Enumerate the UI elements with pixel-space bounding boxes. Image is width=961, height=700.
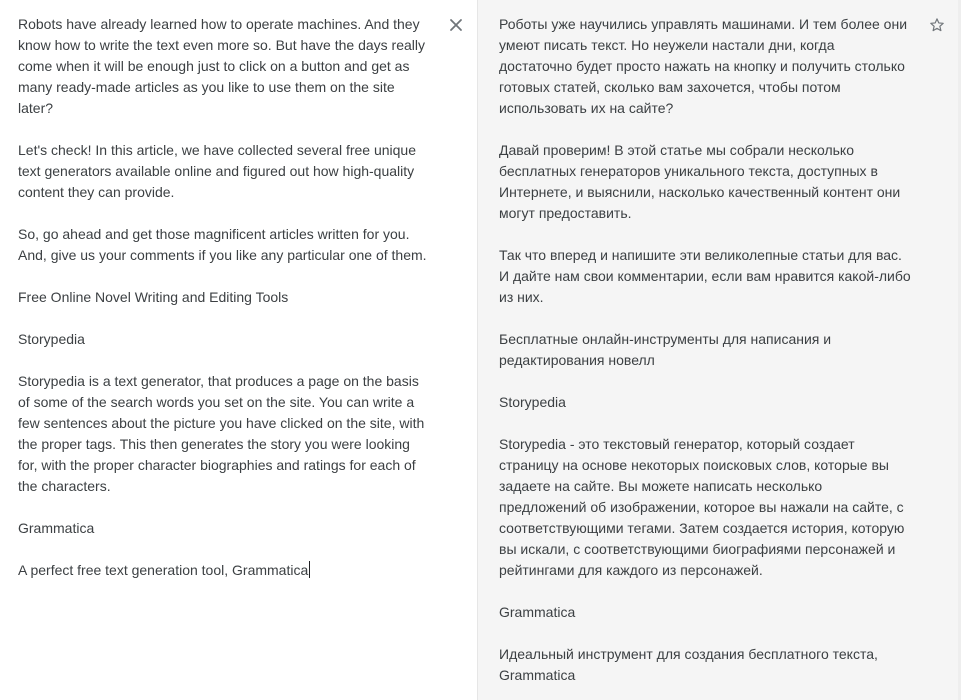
text-caret xyxy=(309,561,310,578)
source-paragraph-2: Let's check! In this article, we have collected several free unique text generators available online and figured out how high-quality content they can provide. xyxy=(18,142,416,200)
source-paragraph-7: Grammatica xyxy=(18,520,95,536)
source-paragraph-5: Storypedia xyxy=(18,331,85,347)
translation-paragraph-4: Бесплатные онлайн-инструменты для написания и редактирования новелл xyxy=(499,331,832,368)
translation-pane xyxy=(478,0,961,700)
translation-paragraph-2: Давай проверим! В этой статье мы собрали несколько бесплатных генераторов уникального текста, доступных в Интернете, и выяснили, насколько качественный контент они могут предоставить. xyxy=(499,142,901,221)
source-pane xyxy=(0,0,478,700)
source-paragraph-1: Robots have already learned how to operate machines. And they know how to write the text even more so. But have the days really come when it will be enough just to click on a button and get as many ready-made articles as you like to use them on the site later? xyxy=(18,16,425,116)
source-paragraph-6: Storypedia is a text generator, that produces a page on the basis of some of the search words you set on the site. You can write a few sentences about the picture you have clicked on the site, with the proper tags. This then generates the story you were looking for, with the proper character biographies and ratings for each of the characters. xyxy=(18,373,425,494)
translation-paragraph-3: Так что вперед и напишите эти великолепные статьи для вас. И дайте нам свои комментарии, если вам нравится какой-либо из них. xyxy=(499,247,911,305)
translation-paragraph-8: Идеальный инструмент для создания бесплатного текста, Grammatica xyxy=(499,646,878,683)
source-paragraph-3: So, go ahead and get those magnificent articles written for you. And, give us your comments if you like any particular one of them. xyxy=(18,226,427,263)
translation-paragraph-5: Storypedia xyxy=(499,394,566,410)
close-icon xyxy=(449,18,463,32)
star-outline-icon xyxy=(929,17,945,33)
translation-paragraph-6: Storypedia - это текстовый генератор, который создает страницу на основе некоторых поисковых слов, которые вы задаете на сайте. Вы можете написать несколько предложений об изображении, которое вы нажали на сайте, с соответствующими тегами. Затем создается история, которую вы искали, с соответствующими биографиями персонажей и рейтингами для каждого из персонажей. xyxy=(499,436,905,578)
translation-paragraph-7: Grammatica xyxy=(499,604,576,620)
source-text-input[interactable] xyxy=(18,14,433,581)
translation-paragraph-1: Роботы уже научились управлять машинами. И тем более они умеют писать текст. Но неужели настали дни, когда достаточно будет просто нажать на кнопку и получить столько готовых статей, сколько вам захочется, чтобы потом использовать их на сайте? xyxy=(499,16,908,116)
source-paragraph-8 xyxy=(18,560,433,581)
translation-output xyxy=(499,14,911,686)
source-paragraph-4: Free Online Novel Writing and Editing Tools xyxy=(18,289,289,305)
clear-source-button[interactable] xyxy=(444,13,468,37)
save-translation-button[interactable] xyxy=(925,13,949,37)
source-paragraph-8-text: A perfect free text generation tool, Grammatica xyxy=(18,562,309,578)
